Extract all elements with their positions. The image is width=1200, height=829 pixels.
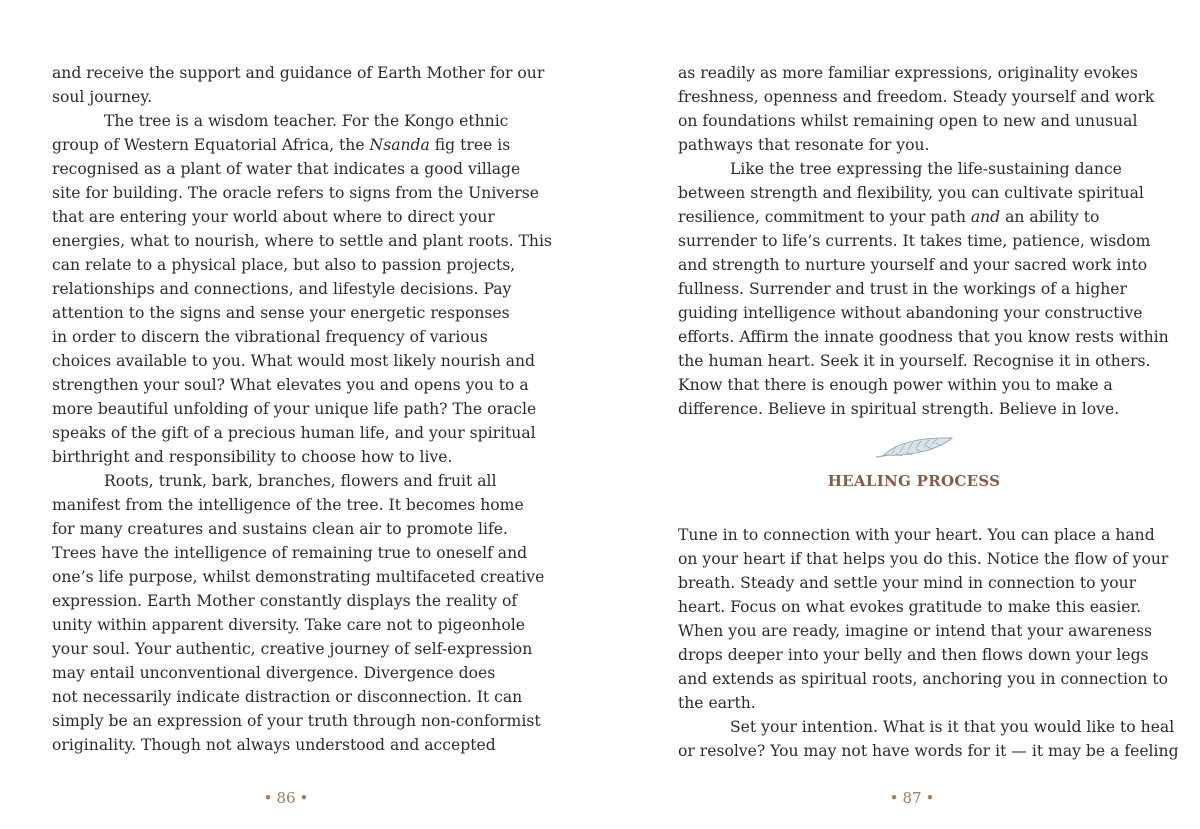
text-run: The tree is a wisdom teacher. For the Kongo ethnic xyxy=(104,112,509,130)
text-line xyxy=(52,61,545,85)
text-run: and receive the support and guidance of Earth Mother for our xyxy=(52,64,545,82)
text-line xyxy=(678,619,1153,643)
text-line xyxy=(52,157,524,181)
text-run: soul journey. xyxy=(52,88,153,106)
text-run: simply be an expression of your truth through non-conformist xyxy=(52,712,541,730)
text-run: fullness. Surrender and trust in the workings of a higher xyxy=(678,280,1127,298)
text-run: your soul. Your authentic, creative journey of self-expression xyxy=(52,640,533,658)
text-run: difference. Believe in spiritual strength. Believe in love. xyxy=(678,400,1120,418)
text-line xyxy=(52,301,524,325)
paragraph xyxy=(678,715,1179,763)
text-run: in order to discern the vibrational frequency of various xyxy=(52,328,488,346)
text-line xyxy=(52,421,536,445)
text-line xyxy=(52,517,524,541)
text-line xyxy=(52,493,524,517)
text-line xyxy=(52,229,552,253)
text-run: strengthen your soul? What elevates you and opens you to a xyxy=(52,376,529,394)
text-line xyxy=(52,637,533,661)
text-run: site for building. The oracle refers to signs from the Universe xyxy=(52,184,540,202)
text-line xyxy=(678,253,1150,277)
text-run: energies, what to nourish, where to settle and plant roots. This xyxy=(52,232,552,250)
text-line xyxy=(52,133,524,157)
paragraph xyxy=(52,109,552,469)
text-line xyxy=(678,277,1150,301)
right-page-body-bottom xyxy=(678,523,1179,763)
text-run: surrender to life’s currents. It takes time, patience, wisdom xyxy=(678,232,1151,250)
text-run: speaks of the gift of a precious human life, and your spiritual xyxy=(52,424,536,442)
text-line xyxy=(678,181,1150,205)
text-line xyxy=(678,157,1150,181)
section-heading: HEALING PROCESS xyxy=(827,472,1001,490)
text-line xyxy=(52,109,524,133)
text-run: on foundations whilst remaining open to new and unusual xyxy=(678,112,1138,130)
text-run: When you are ready, imagine or intend that your awareness xyxy=(678,622,1153,640)
text-run: Like the tree expressing the life-sustaining dance xyxy=(730,160,1122,178)
text-line xyxy=(678,571,1150,595)
text-line xyxy=(678,595,1150,619)
text-run: for many creatures and sustains clean air to promote life. xyxy=(52,520,508,538)
text-run: may entail unconventional divergence. Divergence does xyxy=(52,664,496,682)
text-run: relationships and connections, and lifestyle decisions. Pay xyxy=(52,280,512,298)
text-run: more beautiful unfolding of your unique life path? The oracle xyxy=(52,400,537,418)
text-run: between strength and flexibility, you can cultivate spiritual xyxy=(678,184,1144,202)
right-page-body-top xyxy=(678,61,1169,421)
italic-text: and xyxy=(970,208,1001,226)
text-run: Know that there is enough power within you to make a xyxy=(678,376,1113,394)
text-line xyxy=(678,397,1150,421)
text-line xyxy=(678,109,1150,133)
text-line xyxy=(52,277,524,301)
text-run: on your heart if that helps you do this. Notice the flow of your xyxy=(678,550,1169,568)
text-line xyxy=(52,469,524,493)
text-run: not necessarily indicate distraction or disconnection. It can xyxy=(52,688,523,706)
text-line xyxy=(52,565,545,589)
text-line xyxy=(678,523,1155,547)
text-line xyxy=(678,739,1179,763)
left-page-body xyxy=(52,61,552,757)
text-line xyxy=(52,613,524,637)
text-line xyxy=(678,229,1150,253)
folio-right-number: 87 xyxy=(902,789,922,807)
text-line xyxy=(52,541,528,565)
text-run: freshness, openness and freedom. Steady yourself and work xyxy=(678,88,1155,106)
text-run: the human heart. Seek it in yourself. Recognise it in others. xyxy=(678,352,1151,370)
text-line xyxy=(678,205,1150,229)
text-run: Trees have the intelligence of remaining true to oneself and xyxy=(52,544,528,562)
text-run: that are entering your world about where to direct your xyxy=(52,208,495,226)
text-run: choices available to you. What would most likely nourish and xyxy=(52,352,536,370)
text-run: resilience, commitment to your path xyxy=(678,208,971,226)
text-line xyxy=(52,181,540,205)
text-line xyxy=(678,349,1150,373)
paragraph xyxy=(678,523,1169,715)
text-run: or resolve? You may not have words for it — it may be a feeling xyxy=(678,742,1179,760)
text-run: efforts. Affirm the innate goodness that you know rests within xyxy=(678,328,1169,346)
text-run: Tune in to connection with your heart. You can place a hand xyxy=(678,526,1155,544)
text-run: an ability to xyxy=(1000,208,1100,226)
text-run: group of Western Equatorial Africa, the xyxy=(52,136,370,154)
paragraph xyxy=(52,469,545,757)
text-run: originality. Though not always understood and accepted xyxy=(52,736,496,754)
text-run: manifest from the intelligence of the tree. It becomes home xyxy=(52,496,524,514)
paragraph xyxy=(52,61,545,109)
feather-icon xyxy=(872,435,956,461)
text-run: the earth. xyxy=(678,694,756,712)
right-page xyxy=(600,0,1200,829)
text-line xyxy=(52,349,536,373)
text-run: birthright and responsibility to choose how to live. xyxy=(52,448,453,466)
text-line xyxy=(678,61,1150,85)
text-line xyxy=(678,133,1150,157)
text-line xyxy=(678,373,1150,397)
text-line xyxy=(52,253,524,277)
text-line xyxy=(52,685,524,709)
text-line xyxy=(678,667,1168,691)
text-line xyxy=(52,445,524,469)
text-line xyxy=(52,373,529,397)
paragraph xyxy=(678,157,1169,421)
text-line xyxy=(52,325,524,349)
text-run: Set your intention. What is it that you would like to heal xyxy=(730,718,1175,736)
folio-left-number: 86 xyxy=(276,789,296,807)
text-run: expression. Earth Mother constantly displays the reality of xyxy=(52,592,518,610)
text-line xyxy=(678,85,1155,109)
text-line xyxy=(678,691,1150,715)
text-line xyxy=(678,301,1150,325)
text-line xyxy=(678,715,1175,739)
text-run: can relate to a physical place, but also to passion projects, xyxy=(52,256,516,274)
text-line xyxy=(52,589,524,613)
text-run: unity within apparent diversity. Take care not to pigeonhole xyxy=(52,616,525,634)
text-line xyxy=(52,397,537,421)
text-run: and strength to nurture yourself and your sacred work into xyxy=(678,256,1148,274)
text-run: breath. Steady and settle your mind in connection to your xyxy=(678,574,1137,592)
text-run: recognised as a plant of water that indicates a good village xyxy=(52,160,521,178)
text-line xyxy=(678,547,1169,571)
text-run: guiding intelligence without abandoning your constructive xyxy=(678,304,1143,322)
text-run: Roots, trunk, bark, branches, flowers and fruit all xyxy=(104,472,497,490)
text-line xyxy=(52,205,524,229)
text-run: pathways that resonate for you. xyxy=(678,136,930,154)
italic-text: Nsanda xyxy=(369,136,430,154)
text-line xyxy=(678,325,1169,349)
text-run: fig tree is xyxy=(429,136,511,154)
text-line xyxy=(52,733,524,757)
text-run: drops deeper into your belly and then flows down your legs xyxy=(678,646,1149,664)
text-line xyxy=(52,709,541,733)
text-line xyxy=(678,643,1150,667)
text-run: and extends as spiritual roots, anchoring you in connection to xyxy=(678,670,1168,688)
text-line xyxy=(52,661,524,685)
text-run: as readily as more familiar expressions, originality evokes xyxy=(678,64,1138,82)
text-line xyxy=(52,85,524,109)
text-run: one’s life purpose, whilst demonstrating multifaceted creative xyxy=(52,568,545,586)
right-page-body xyxy=(678,61,1179,763)
page-number-left: • 86 • xyxy=(263,789,309,807)
text-run: heart. Focus on what evokes gratitude to make this easier. xyxy=(678,598,1142,616)
text-run: attention to the signs and sense your energetic responses xyxy=(52,304,510,322)
paragraph xyxy=(678,61,1155,157)
page-number-right: • 87 • xyxy=(889,789,935,807)
